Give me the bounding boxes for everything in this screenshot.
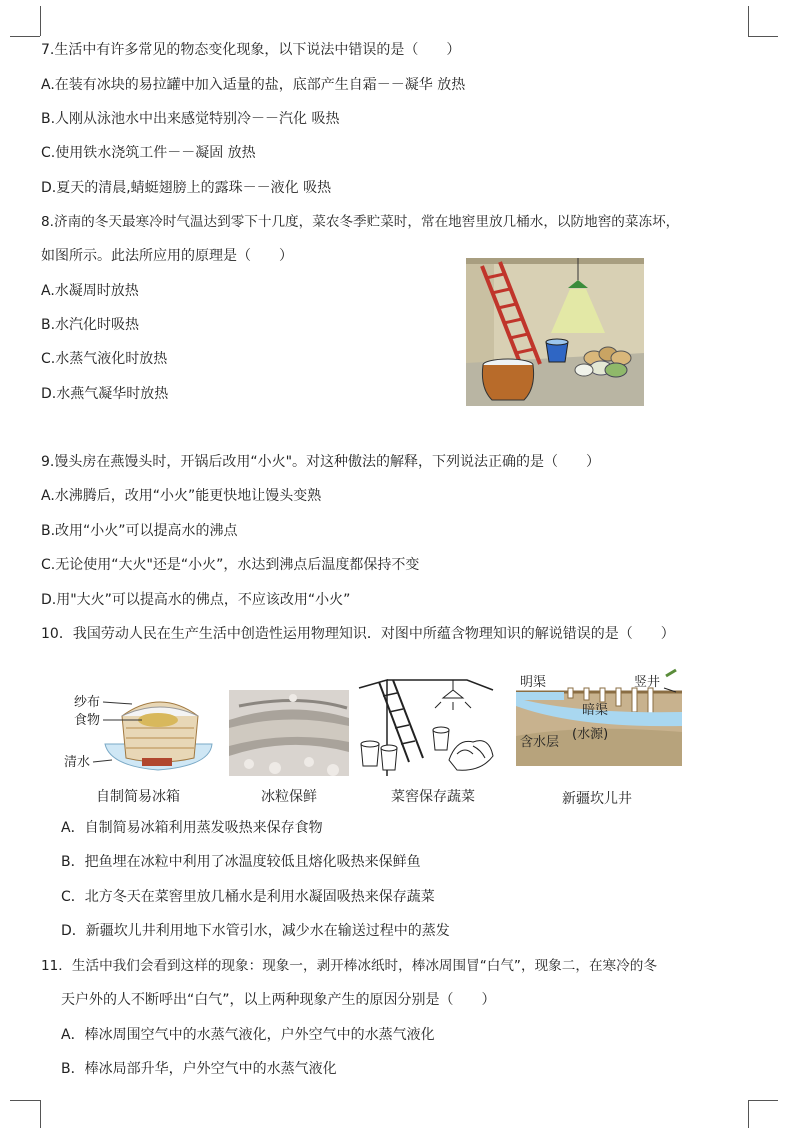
karez-label-well: 竖井	[634, 675, 661, 690]
q7-stem: 7.生活中有许多常见的物态变化现象，以下说法中错误的是（ ）	[41, 42, 461, 58]
q7-option-d: D.夏天的清晨,蜻蜓翅膀上的露珠－－液化 吸热	[41, 180, 332, 196]
crop-mark-top-right-v	[748, 6, 749, 36]
q9-option-d: D.用"大火”可以提高水的佛点，不应该改用“小火”	[41, 592, 351, 608]
q10-option-b: B．把鱼埋在冰粒中利用了冰温度较低且熔化吸热来保鲜鱼	[61, 854, 421, 870]
crop-mark-top-left-h	[10, 36, 40, 37]
karez-label-source: (水源)	[572, 727, 609, 742]
crop-mark-bottom-left-h	[10, 1100, 40, 1101]
crop-mark-bottom-right-h	[748, 1100, 778, 1101]
q10-karez-figure	[516, 662, 682, 766]
q8-stem-line-1: 8.济南的冬天最寒冷时气温达到零下十几度，菜农冬季贮菜时，常在地窖里放几桶水，以防地窖的菜冻坏，	[41, 214, 680, 230]
q8-stem-line-2: 如图所示。此法所应用的原理是（ ）	[41, 248, 293, 264]
cellar-caption: 菜窖保存蔬菜	[391, 789, 475, 805]
q9-option-c: C.无论使用“大火"还是“小火”，水达到沸点后温度都保持不变	[41, 557, 420, 573]
q7-option-b: B.人刚从泳池水中出来感觉特别冷－－汽化 吸热	[41, 111, 340, 127]
fridge-caption: 自制简易冰箱	[96, 789, 180, 805]
q9-option-a: A.水沸腾后，改用“小火”能更快地让馒头变熟	[41, 488, 322, 504]
q11-option-b: B．棒冰局部升华，户外空气中的水蒸气液化	[61, 1061, 337, 1077]
q8-option-c: C.水蒸气液化时放热	[41, 351, 168, 367]
karez-caption: 新疆坎儿井	[562, 791, 632, 807]
q10-stem: 10．我国劳动人民在生产生活中创造性运用物理知识．对图中所蕴含物理知识的解说错误的是（ ）	[41, 626, 675, 642]
q10-option-c: C．北方冬天在菜窖里放几桶水是利用水凝固吸热来保存蔬菜	[61, 889, 435, 905]
crop-mark-top-left-v	[40, 6, 41, 36]
crop-mark-bottom-right-v	[748, 1100, 749, 1128]
q10-option-a: A．自制简易冰箱利用蒸发吸热来保存食物	[61, 820, 323, 836]
karez-label-open: 明渠	[520, 675, 547, 690]
q10-fridge-figure	[60, 686, 220, 782]
fridge-label-water: 清水	[64, 755, 91, 770]
q7-option-c: C.使用铁水浇筑工件－－凝固 放热	[41, 145, 256, 161]
fridge-label-food: 食物	[74, 713, 101, 728]
q11-stem-line-1: 11．生活中我们会看到这样的现象：现象一，剥开棒冰纸时，棒冰周围冒“白气”，现象二，在寒冷的冬	[41, 958, 657, 974]
q11-option-a: A．棒冰周围空气中的水蒸气液化，户外空气中的水蒸气液化	[61, 1027, 435, 1043]
fridge-label-cloth: 纱布	[74, 695, 101, 710]
q11-stem-line-2: 天户外的人不断呼出“白气”，以上两种现象产生的原因分别是（ ）	[61, 992, 496, 1008]
q10-option-d: D．新疆坎儿井利用地下水管引水，减少水在输送过程中的蒸发	[61, 923, 450, 939]
crop-mark-top-right-h	[748, 36, 778, 37]
q8-option-d: D.水燕气凝华时放热	[41, 386, 169, 402]
q10-fish-figure	[229, 690, 349, 776]
fish-caption: 冰粒保鲜	[261, 789, 317, 805]
crop-mark-bottom-left-v	[40, 1100, 41, 1128]
karez-label-hidden: 暗渠	[582, 703, 609, 718]
q10-cellar-sketch-figure	[357, 676, 495, 778]
q8-option-a: A.水凝周时放热	[41, 283, 139, 299]
q8-cellar-figure	[466, 258, 644, 406]
q9-option-b: B.改用“小火”可以提高水的沸点	[41, 523, 238, 539]
q9-stem: 9.馒头房在燕馒头时，开锅后改用“小火"。对这种傲法的解释，下列说法正确的是（ ）	[41, 454, 601, 470]
karez-label-aquifer: 含水层	[520, 735, 560, 750]
q8-option-b: B.水汽化时吸热	[41, 317, 140, 333]
q7-option-a: A.在装有冰块的易拉罐中加入适量的盐，底部产生自霜－－凝华 放热	[41, 77, 466, 93]
